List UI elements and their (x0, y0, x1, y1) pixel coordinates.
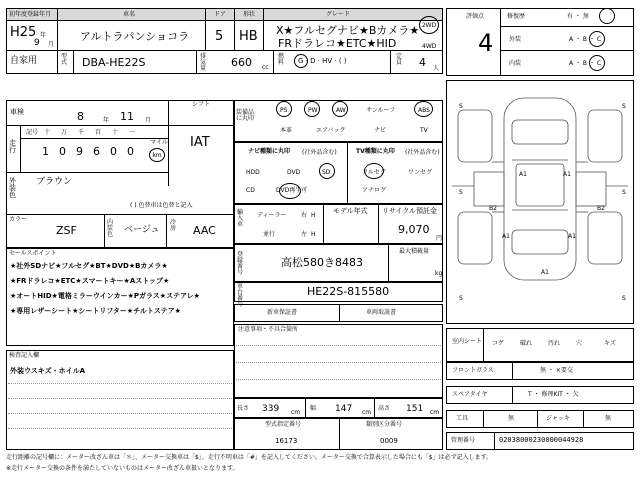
equipment-circle (414, 101, 433, 117)
nav-item: HDD (246, 169, 260, 176)
displacement-unit: cc (262, 64, 269, 71)
km-circle: km (149, 148, 165, 162)
import-left: 左 (301, 231, 308, 238)
grade-line2: FRドラレコ★ETC★HID (278, 37, 397, 50)
model: DBA-HE22S (82, 56, 146, 69)
doors-label: ドア (214, 11, 226, 18)
tv-item: アナログ (362, 187, 387, 194)
height-value: 151 (406, 404, 424, 414)
interior-color: ベージュ (124, 225, 160, 235)
equipment-label: 装備品に丸印 (236, 109, 255, 122)
spare-tire-value: T ・ 修理KIT ・ 欠 (528, 391, 579, 398)
tv-note: (社外品含む) (405, 149, 440, 156)
exterior-color: ブラウン (36, 177, 73, 187)
mileage-digit-unit: 一 (129, 129, 136, 136)
length-label: 長さ (237, 405, 250, 412)
sales-point-line: ★社外SDナビ★フルセグ★BT★DVD★Bカメラ★ (10, 262, 168, 270)
score-label: 評価点 (466, 13, 485, 20)
footer-line2: ※走行メーター交換の条件を満たしていないものはメーター改ざん車扱いとなります。 (6, 465, 239, 472)
capacity-label: 定員 (396, 53, 403, 66)
equipment-item: PS (280, 107, 288, 114)
notes-box (234, 324, 443, 398)
drive-2wd-circle: 2WD (419, 16, 439, 34)
max-load-unit: kg (435, 270, 443, 277)
import-parallel: 並行 (263, 231, 276, 238)
seat-label: 室内シート (452, 338, 483, 345)
exterior-grades: A ・ B ・ C (569, 36, 602, 43)
mileage-digit: 0 (127, 145, 134, 158)
equipment-item: ABS (418, 107, 430, 114)
first-reg-era: H25 (10, 25, 37, 40)
car-name: アルトラパンショコラ (80, 30, 190, 43)
footer-line1: 走行距離の記号欄に：メーター改ざん車は「＊」、メーター交換車は「$」、走行不明車は「#」を記入してください。メーター交換で合算表示した場合にも「$」は必ず記入します。 (6, 454, 493, 461)
seat-item: 穴 (576, 340, 583, 347)
height-label: 高さ (378, 405, 391, 412)
equipment-item: 本革 (280, 127, 293, 134)
exterior-note: ( ) 色替車は色替と記入 (130, 202, 193, 209)
car-outline-diagram (446, 80, 634, 324)
front-glass-label: フロントガラス (452, 367, 494, 374)
chassis-value: HE22S-815580 (307, 285, 390, 298)
repair-none-circle (599, 8, 615, 24)
width-label: 幅 (310, 405, 317, 412)
tv-item: フルセグ (362, 169, 386, 176)
length-unit: cm (291, 409, 301, 416)
import-dealer: ディーラー (257, 212, 287, 219)
tools-value: 無 (508, 415, 515, 422)
model-label: 型式 (61, 53, 68, 66)
sales-points-label: セールスポイント (9, 250, 57, 257)
mgmt-number: 02038000230000044928 (499, 436, 584, 444)
nav-circle (279, 183, 301, 199)
doors: 5 (215, 29, 224, 44)
chassis-label: 車台番号 (237, 283, 244, 308)
damage-mark: S (622, 103, 626, 110)
car-name-label: 車名 (123, 11, 136, 18)
inspector-box (6, 350, 234, 450)
displacement: 660 (231, 56, 252, 69)
interior-grade-label: 内装 (509, 60, 522, 67)
record-label: 記号 (26, 129, 39, 136)
registration-label: 登録番号 (237, 251, 244, 276)
fuel-label: 燃料 (278, 53, 285, 66)
damage-mark: A1 (541, 269, 549, 276)
mileage-digit: 0 (110, 145, 117, 158)
nav-circle (319, 163, 335, 179)
repair-options: 有 ・ 無 (567, 13, 589, 20)
import-h1: H (311, 212, 316, 219)
inspection-month: 11 (120, 110, 134, 123)
equipment-circle (332, 101, 348, 117)
damage-mark: B2 (489, 205, 497, 212)
first-reg-label: 初年度登録年月 (9, 11, 52, 18)
type-num-label: 型式指定番号 (265, 421, 302, 428)
class-num-label: 類別区分番号 (366, 421, 403, 428)
jack-value: 無 (605, 415, 612, 422)
notes-label: 注意事項・不具合箇所 (238, 326, 299, 333)
fuel-options: G · D · HV · ( ) (298, 57, 347, 65)
tv-item: ワンセグ (408, 169, 433, 176)
use: 自家用 (10, 56, 38, 66)
inspection-month-unit: 月 (145, 117, 152, 124)
first-reg-month-unit: 月 (48, 41, 55, 48)
mileage-digit-unit: 千 (78, 129, 85, 136)
mileage-digit: 1 (42, 145, 49, 158)
nav-item: DVD (287, 169, 301, 176)
warranty-label1: 新車保証書 (267, 309, 298, 316)
equipment-item: サンルーフ (366, 107, 396, 114)
damage-mark: S (622, 295, 626, 302)
mgmt-label: 管理番号 (451, 437, 476, 444)
class-num: 0009 (380, 437, 398, 445)
mileage-digit: 6 (93, 145, 100, 158)
mileage-label: 走行 (9, 139, 16, 154)
height-unit: cm (430, 409, 440, 416)
mileage-digit: 9 (76, 145, 83, 158)
seat-item: キズ (604, 340, 616, 347)
shift: IAT (190, 135, 210, 150)
shape: HB (239, 29, 258, 44)
spare-tire-label: スペアタイヤ (452, 391, 488, 398)
first-reg-month: 9 (34, 38, 40, 48)
color-code: ZSF (56, 224, 77, 237)
nav-title: ナビ種類に丸印 (248, 148, 291, 155)
grade-line1: X★フルセグナビ★Bカメラ★ (276, 24, 420, 37)
shape-label: 形状 (243, 11, 256, 18)
damage-mark: A1 (502, 233, 510, 240)
mileage-digit-unit: 万 (61, 129, 68, 136)
shift-label: シフト (192, 101, 211, 108)
registration-value: 高松580き8483 (281, 256, 363, 269)
seat-item: コゲ (492, 340, 505, 347)
score-value: 4 (478, 29, 494, 57)
first-reg-year-unit: 年 (40, 32, 47, 39)
jack-label: ジャッキ (546, 415, 570, 422)
max-load-label: 最大積載量 (399, 248, 430, 255)
drive-4wd: 4WD (422, 43, 437, 50)
damage-mark: S (459, 103, 463, 110)
inspection-label: 車検 (10, 108, 24, 116)
import-h2: H (311, 231, 316, 238)
exterior-b-circle (589, 31, 605, 47)
seat-item: 汚れ (548, 340, 561, 347)
grade-label: グレード (326, 11, 351, 18)
sales-point-line: ★FRドラレコ★ETC★スマートキー★Aストップ★ (10, 277, 170, 285)
nav-item: DVD再生可 (276, 187, 308, 194)
damage-mark: S (459, 295, 463, 302)
type-num: 16173 (275, 437, 298, 445)
mileage-digit-unit: 十 (44, 129, 51, 136)
warranty-label2: 車両取説書 (366, 309, 397, 316)
inspector-label: 検査記入欄 (9, 352, 40, 359)
front-glass-value: 無 ・ ×要交 (540, 367, 573, 374)
import-label: 輸入車 (237, 209, 244, 228)
mileage-digit: 0 (59, 145, 66, 158)
interior-color-label: 内装色 (107, 219, 114, 238)
capacity-unit: 人 (433, 65, 440, 72)
damage-mark: A1 (563, 171, 571, 178)
inspection-year: 8 (77, 110, 84, 123)
equipment-item: ナビ (374, 127, 387, 134)
damage-mark: S (622, 189, 626, 196)
mileage-digit-unit: 百 (95, 129, 102, 136)
exterior-grade-label: 外装 (509, 36, 522, 43)
recycle-value: 9,070 (398, 223, 430, 236)
equipment-circle (276, 101, 292, 117)
nav-item: CD (246, 187, 255, 194)
damage-mark: A1 (519, 171, 527, 178)
inspection-year-unit: 年 (103, 117, 110, 124)
model-year-label: モデル年式 (333, 207, 368, 215)
width-unit: cm (362, 409, 372, 416)
tv-circle (364, 163, 384, 179)
equipment-circle (304, 101, 320, 117)
sales-point-line: ★オートHID★電格ミラーウインカー★Pガラス★ステアレ★ (10, 292, 200, 300)
row2-frame (6, 50, 443, 74)
recycle-unit: 円 (436, 235, 443, 242)
seat-item: 破れ (520, 340, 533, 347)
mileage-digit-unit: 十 (112, 129, 119, 136)
interior-grades: A ・ B ・ C (569, 60, 602, 67)
damage-mark: A1 (568, 233, 576, 240)
interior-b-circle (589, 55, 605, 71)
recycle-label: リサイクル預託金 (382, 207, 438, 215)
equipment-item: TV (420, 127, 428, 134)
displacement-label: 排気量 (200, 53, 207, 72)
repair-label: 修復歴 (507, 13, 526, 20)
import-right: 右 (301, 212, 308, 219)
width-value: 147 (335, 404, 353, 414)
equipment-item: AW (336, 107, 346, 114)
exterior-label: 外装色 (9, 177, 16, 199)
length-value: 339 (262, 404, 280, 414)
damage-mark: B2 (597, 205, 605, 212)
damage-mark: S (459, 189, 463, 196)
nav-item: SD (322, 169, 331, 176)
ac-label: 冷房 (170, 219, 177, 232)
tv-title: TV種類に丸印 (356, 148, 395, 155)
equipment-item: PW (308, 107, 318, 114)
nav-note: (社外品含む) (302, 149, 337, 156)
capacity: 4 (419, 56, 426, 69)
color-code-label: カラー (9, 216, 28, 223)
inspector-text: 外装ウスキズ・ホイルA (10, 367, 86, 375)
equipment-item: エアバック (316, 127, 346, 134)
ac: AAC (193, 224, 216, 237)
sales-point-line: ★専用レザーシート★シートリフター★チルトステア★ (10, 307, 181, 315)
tools-label: 工具 (456, 415, 469, 422)
mile-label: マイル (150, 139, 168, 146)
